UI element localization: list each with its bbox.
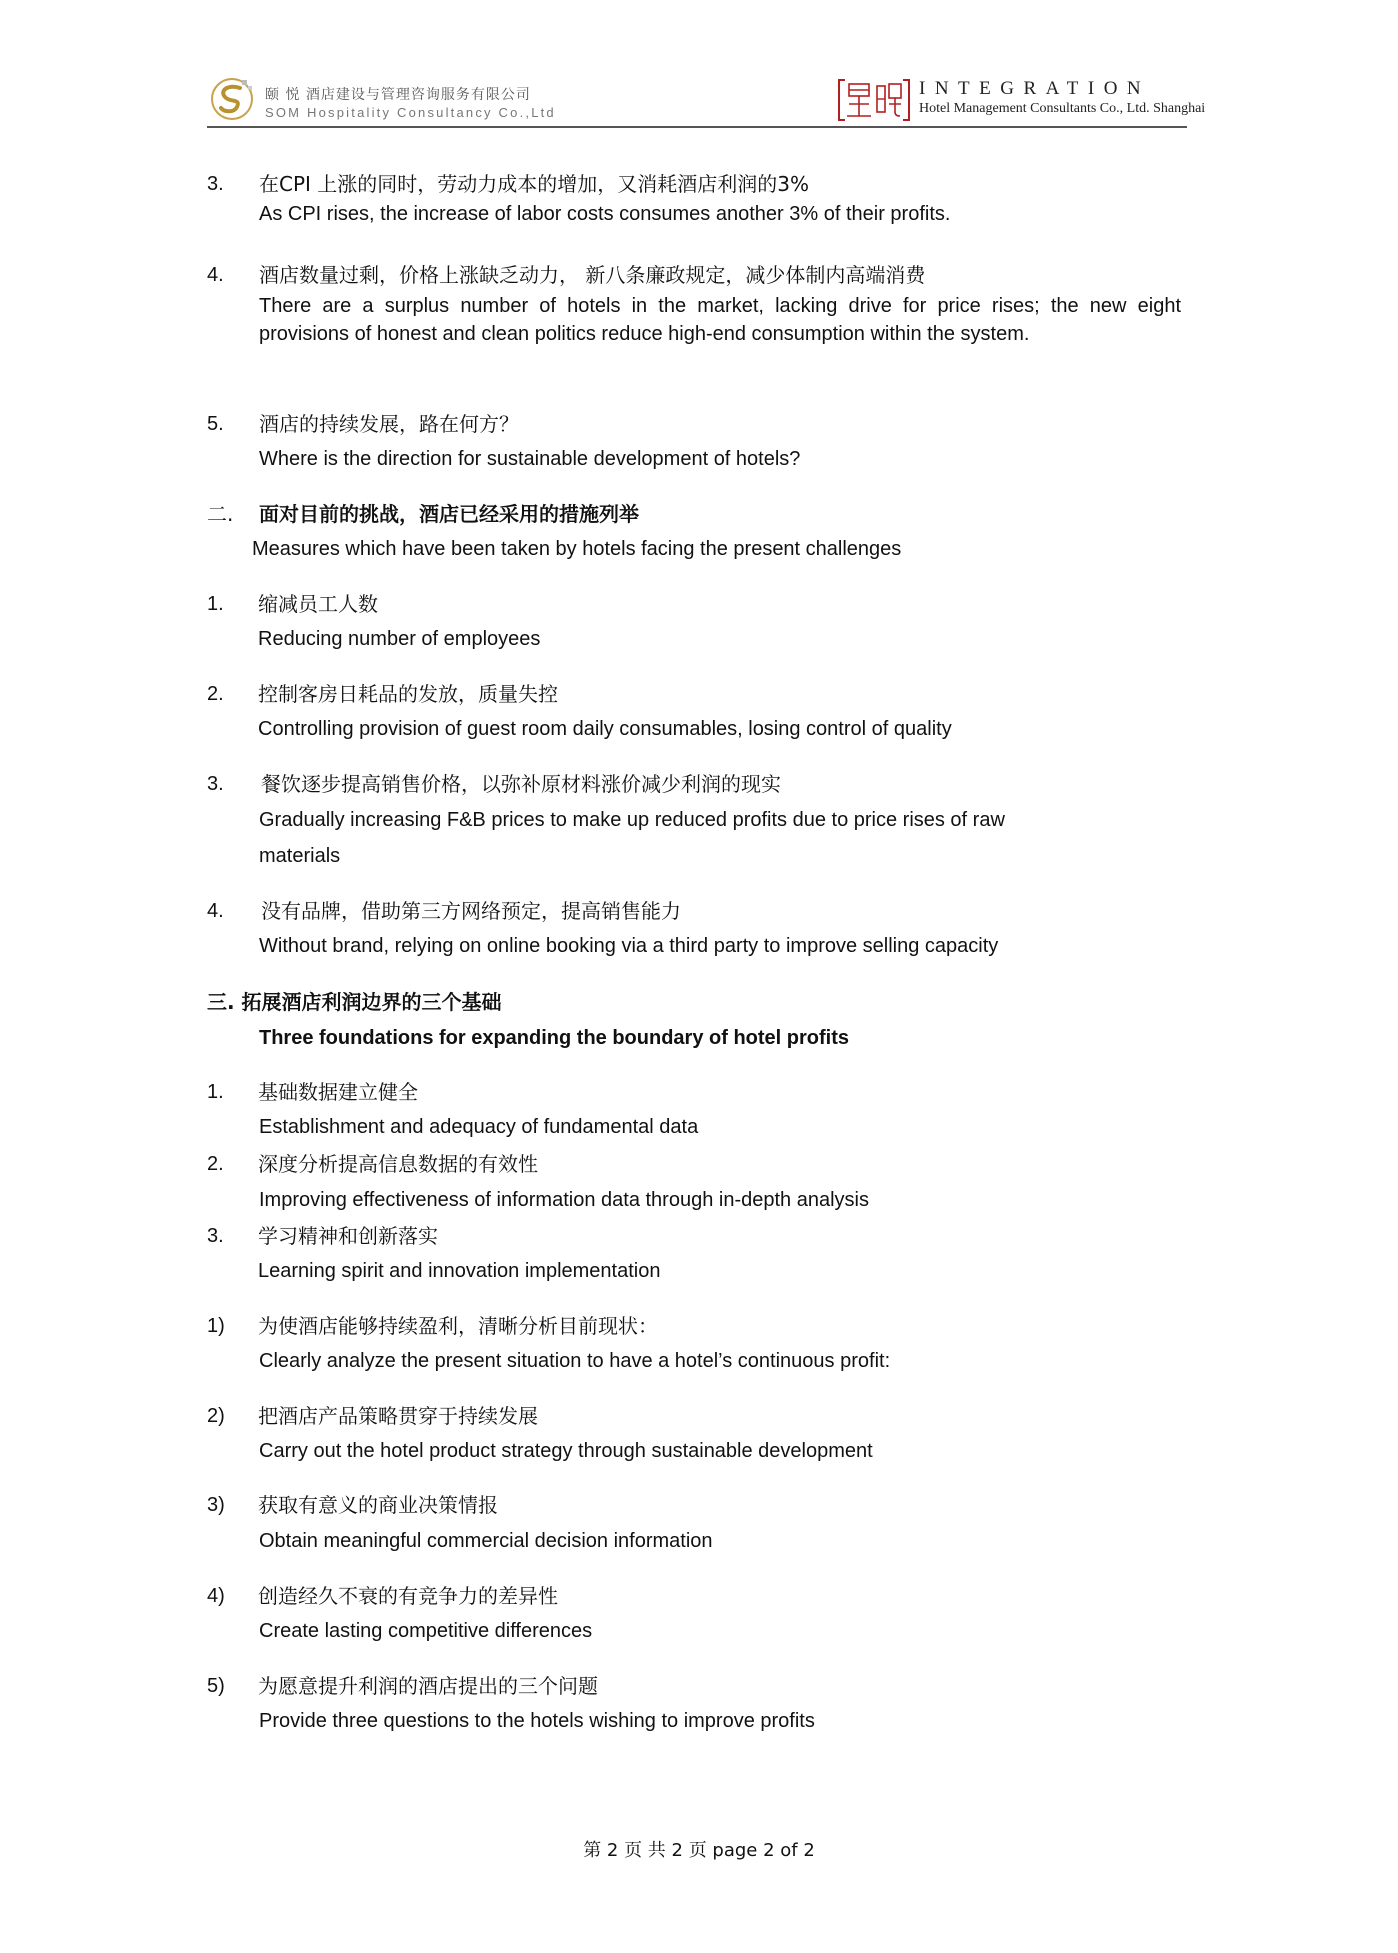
item-text-en: Improving effectiveness of information data through in-depth analysis — [259, 1189, 869, 1211]
subitem-title-cn: 获取有意义的商业决策情报 — [258, 1493, 498, 1517]
item-title-cn: 酒店的持续发展，路在何方？ — [259, 412, 519, 436]
section-heading-en: Measures which have been taken by hotels facing the present challenges — [252, 538, 902, 560]
item-number: 2. — [207, 1153, 224, 1175]
item-text-en: Establishment and adequacy of fundamental data — [259, 1116, 699, 1138]
subitem-text-en: Create lasting competitive differences — [259, 1620, 593, 1642]
item-number: 3. — [207, 173, 224, 195]
page-header — [207, 70, 1206, 130]
subitem-title-cn: 创造经久不衰的有竞争力的差异性 — [258, 1584, 558, 1608]
section-number: 二. — [207, 502, 234, 526]
page-footer: 第 2 页 共 2 页 page 2 of 2 — [583, 1840, 815, 1861]
integration-title: INTEGRATION — [919, 78, 1151, 99]
subitem-number: 3) — [207, 1494, 225, 1516]
item-title-cn: 没有品牌，借助第三方网络预定，提高销售能力 — [261, 899, 681, 923]
section-heading-en: Three foundations for expanding the boundary of hotel profits — [259, 1027, 849, 1049]
item-text-en: Learning spirit and innovation implementation — [258, 1260, 661, 1282]
item-number: 2. — [207, 683, 224, 705]
section-heading-cn: 面对目前的挑战，酒店已经采用的措施列举 — [259, 502, 639, 526]
som-logo-icon — [207, 76, 257, 122]
subitem-number: 1) — [207, 1315, 225, 1337]
item-text-en: Controlling provision of guest room daily consumables, losing control of quality — [258, 718, 952, 740]
subitem-text-en: Provide three questions to the hotels wishing to improve profits — [259, 1710, 815, 1732]
item-number: 3. — [207, 773, 224, 795]
item-title-cn: 控制客房日耗品的发放，质量失控 — [258, 682, 558, 706]
subitem-text-en: Carry out the hotel product strategy through sustainable development — [259, 1440, 873, 1462]
item-text-en: Gradually increasing F&B prices to make up reduced profits due to price rises of raw — [259, 809, 1005, 831]
item-text-en: There are a surplus number of hotels in the market, lacking drive for price rises; the new eight provisions of honest and clean politics reduce high-end consumption within the system. — [259, 295, 1181, 345]
item-number: 4. — [207, 900, 224, 922]
subitem-number: 2) — [207, 1405, 225, 1427]
item-title-cn: 深度分析提高信息数据的有效性 — [258, 1152, 538, 1176]
subitem-text-en: Obtain meaningful commercial decision information — [259, 1530, 713, 1552]
subitem-number: 4) — [207, 1585, 225, 1607]
item-number: 1. — [207, 593, 224, 615]
item-title-cn: 学习精神和创新落实 — [258, 1224, 438, 1248]
header-divider — [207, 126, 1187, 128]
integration-logo-icon — [837, 78, 911, 122]
company-name-cn: 颐 悦 酒店建设与管理咨询服务有限公司 — [265, 87, 531, 103]
company-name-en: SOM Hospitality Consultancy Co.,Ltd — [265, 105, 556, 120]
item-title-cn: 在CPI 上涨的同时，劳动力成本的增加，又消耗酒店利润的3% — [259, 172, 810, 196]
item-text-en-continued: materials — [259, 845, 341, 867]
subitem-title-cn: 为愿意提升利润的酒店提出的三个问题 — [258, 1674, 598, 1698]
integration-subtitle: Hotel Management Consultants Co., Ltd. Shanghai — [919, 101, 1206, 116]
item-title-cn: 餐饮逐步提高销售价格，以弥补原材料涨价减少利润的现实 — [261, 772, 781, 796]
subitem-text-en: Clearly analyze the present situation to have a hotel’s continuous profit: — [259, 1350, 891, 1372]
item-number: 4. — [207, 264, 224, 286]
item-text-en: Without brand, relying on online booking via a third party to improve selling capacity — [259, 935, 999, 957]
section-heading-cn: 三. 拓展酒店利润边界的三个基础 — [207, 990, 502, 1014]
subitem-number: 5) — [207, 1675, 225, 1697]
item-number: 1. — [207, 1081, 224, 1103]
item-text-en: As CPI rises, the increase of labor costs consumes another 3% of their profits. — [259, 203, 951, 225]
item-title-cn: 基础数据建立健全 — [258, 1080, 418, 1104]
item-text-en: Reducing number of employees — [258, 628, 541, 650]
subitem-title-cn: 把酒店产品策略贯穿于持续发展 — [258, 1404, 538, 1428]
item-number: 3. — [207, 1225, 224, 1247]
item-title-cn: 酒店数量过剩，价格上涨缺乏动力， 新八条廉政规定，减少体制内高端消费 — [259, 263, 926, 287]
item-number: 5. — [207, 413, 224, 435]
subitem-title-cn: 为使酒店能够持续盈利，清晰分析目前现状： — [258, 1314, 658, 1338]
item-title-cn: 缩减员工人数 — [258, 592, 378, 616]
item-text-en: Where is the direction for sustainable development of hotels? — [259, 448, 801, 470]
